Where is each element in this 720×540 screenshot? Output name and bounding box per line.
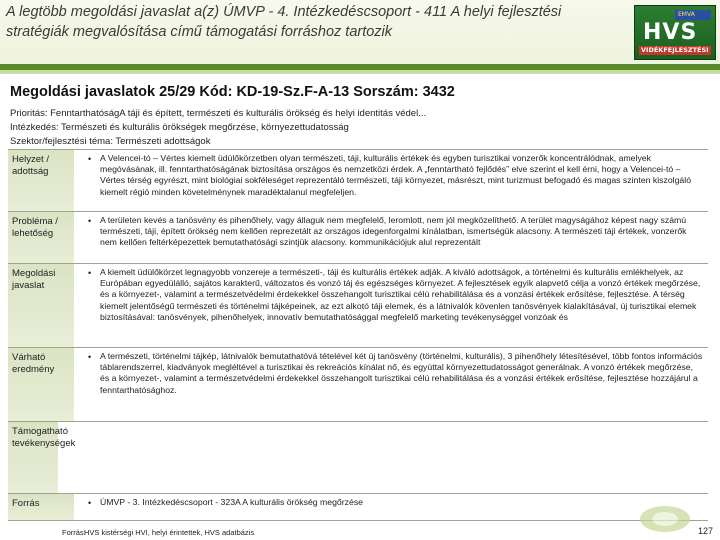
row-label: Megoldási javaslat xyxy=(8,264,74,348)
row-text: A kiemelt üdülőkörzet legnagyobb vonzereje a természeti-, táji és kulturális értékek adják. A kiváló adottságok, a történelmi és kulturális emlékhelyek, az Európában egyedülálló, sajátos karakterű, változatos és vonzó táj és egészséges környezet. A fejlesztések egyik alapvető célja a vonzó értékek megőrzése, és a környezet-, valamint a természetvédelmi érdekekkel összehangolt turisztikai célú rehabilitálása és a vonzási értékek erősítése, fejlesztése. A térség kiemelt jelentőségű természeti és történelmi tájképeinek, az ezt alkotó táji elemek, és a látnivalók kövenlen tanösvények kialakításával, új turisztikai elemek biztosításával: tanösvények, pihenőhelyek, innovatív bemutathatósággal megfelelő marketing tevékenységgel vonzóak és xyxy=(100,267,701,322)
meta-priority: Prioritás: FenntarthatóságA táji és épített, természeti és kulturális örökség és helyi identitás védel... xyxy=(10,108,427,119)
header-divider-light xyxy=(0,70,720,74)
meta-measure: Intézkedés: Természeti és kulturális örökségek megőrzése, környezettudatosság xyxy=(10,122,349,133)
bullet-icon: • xyxy=(88,154,92,164)
bullet-icon: • xyxy=(88,268,92,278)
bullet-icon: • xyxy=(88,352,92,362)
meta-sector: Szektor/fejlesztési téma: Természeti adottságok xyxy=(10,136,211,147)
row-label: Várható eredmény xyxy=(8,348,74,422)
hvs-logo xyxy=(634,5,716,60)
row-text: A természeti, történelmi tájkép, látnivalók bemutathatóvá tételével két új tanösvény (történelmi, kulturális), 3 pihenőhely létesítésével, több fontos információs táblarendszerrel, kiadványok megléltével a turisztikai és rekreációs kínálat nő, és egyúttal környezettudatosságot generálnak. A vonzó értékek megőrzése, és a környezet-, valamint a természetvédelmi érdekekkel összehangolt turisztikai célú rehabilitálása és a vonzási értékek erősítése, fejlesztése hozzájárul a fenntarthatósághoz. xyxy=(100,351,703,395)
row-label: Támogatható tevékenységek xyxy=(8,422,58,494)
row-label: Helyzet / adottság xyxy=(8,150,74,212)
page-number: 127 xyxy=(698,526,714,536)
footer-logo-icon xyxy=(640,506,690,532)
page-header xyxy=(0,0,720,64)
logo-text: HVS xyxy=(643,20,698,45)
row-label: Forrás xyxy=(8,494,74,520)
row-label: Probléma / lehetőség xyxy=(8,212,74,264)
footer-label: Forrás: xyxy=(62,528,86,537)
table-row xyxy=(8,421,708,494)
table-row xyxy=(8,211,708,264)
table-row xyxy=(8,149,708,212)
row-text: ÚMVP - 3. Intézkedéscsoport - 323A A kulturális örökség megőrzése xyxy=(100,497,364,507)
eu-flag-icon: EMVA xyxy=(675,10,711,20)
row-text: A területen kevés a tanösvény és pihenőhely, vagy állaguk nem megfelelő, leromlott, nem jól megközelíthető. A terület magyságához képest nagy számú természeti, táji, épített örökség nem kellően reprezetált az országos idegenforgalmi kínálatban, ismertségük alacsony. A természeti táji értékek, vonzerők nem kellően feltérképezettek bemutathatósági szintjük alacsony. kommunikációjuk alul reprezentált xyxy=(100,215,687,248)
table-row xyxy=(8,347,708,422)
row-text: A Velencei-tó – Vértes kiemelt üdülőkörzetben olyan természeti, táji, kulturális értékek és egyben turisztikai vonzerők koncentrálódnak, amelyek megóvásának, ill. fenntarthatóságának biztosítása országos és nemzetközi érdek. A „fenntartható fejlődés” elve szerint el kell érni, hogy a Velencei-tó – Vértes térség egyrészt, mint biológiai sokféleséget reprezentáló természeti, táji környezet, másrészt, mint turizmust befogadó és magas szinten kiszolgáló kiemelt régió minden követelménynek maradéktalanul megfeleljen. xyxy=(100,153,692,197)
table-row xyxy=(8,493,708,521)
bullet-icon: • xyxy=(88,216,92,226)
logo-sub: VIDÉKFEJLESZTÉSI xyxy=(639,46,711,55)
header-title: A legtöbb megoldási javaslat a(z) ÚMVP - 4. Intézkedéscsoport - 411 A helyi fejlesztési stratégiák megvalósítása című támogatási forráshoz tartozik xyxy=(6,4,562,40)
footer-source: HVS kistérségi HVI, helyi érintettek, HVS adatbázis xyxy=(84,528,255,537)
bullet-icon: • xyxy=(88,498,92,508)
table-row xyxy=(8,263,708,348)
section-title: Megoldási javaslatok 25/29 Kód: KD-19-Sz.F-A-13 Sorszám: 3432 xyxy=(10,84,455,100)
